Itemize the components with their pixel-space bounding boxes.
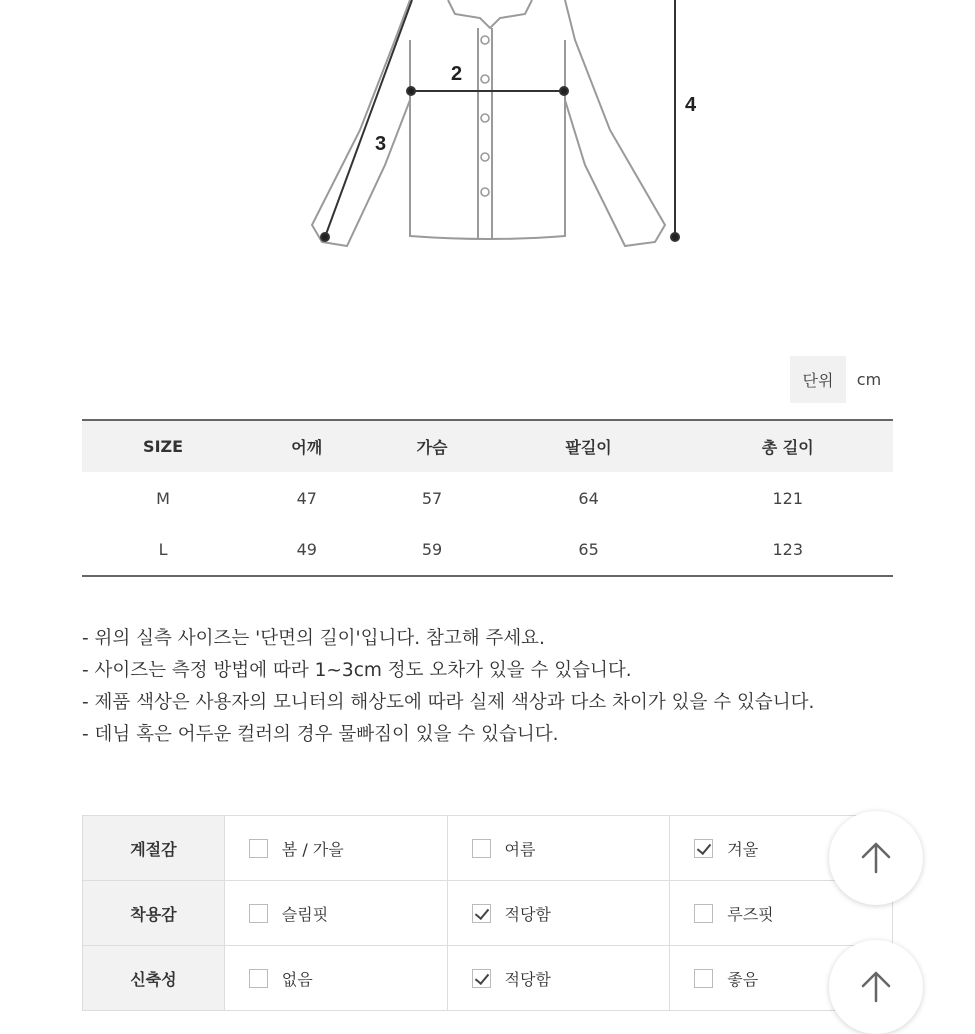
- cell-size: L: [82, 524, 244, 576]
- checkbox-icon: [694, 904, 713, 923]
- size-table-header: [82, 420, 893, 472]
- feel-option: [224, 881, 447, 946]
- checked-checkbox-icon: [694, 839, 713, 858]
- cell-chest: 57: [421, 488, 443, 508]
- unit-label: 단위: [790, 356, 846, 403]
- size-table: [82, 419, 893, 577]
- checked-checkbox-icon: [472, 904, 491, 923]
- note-line: - 제품 색상은 사용자의 모니터의 해상도에 따라 실제 색상과 다소 차이가 있을 수 있습니다.: [82, 692, 815, 713]
- cell-total-length: 123: [683, 524, 894, 576]
- unit-indicator: [790, 356, 892, 403]
- feel-option: [224, 816, 447, 881]
- checkbox-icon: [472, 839, 491, 858]
- feel-option-label: 적당함: [504, 904, 551, 924]
- feel-row-label: 신축성: [83, 946, 225, 1011]
- header-total-length: 총 길이: [761, 438, 814, 457]
- measure-label-2: 2: [451, 63, 463, 85]
- cell-size: M: [156, 488, 170, 508]
- cell-shoulder: 49: [244, 524, 369, 576]
- feel-option-label: 여름: [504, 839, 536, 859]
- feel-option-label: 봄 / 가을: [281, 839, 344, 859]
- checkbox-icon: [249, 969, 268, 988]
- header-chest: 가슴: [416, 438, 448, 457]
- checkbox-icon: [249, 904, 268, 923]
- feel-row-label: 착용감: [83, 881, 225, 946]
- note-line: - 데님 혹은 어두운 컬러의 경우 물빠짐이 있을 수 있습니다.: [82, 724, 559, 745]
- measure-label-4: 4: [685, 94, 697, 116]
- feel-option: [224, 946, 447, 1011]
- header-size: SIZE: [143, 437, 184, 456]
- arrow-up-icon: [858, 840, 894, 876]
- note-line: - 사이즈는 측정 방법에 따라 1~3cm 정도 오차가 있을 수 있습니다.: [82, 660, 632, 681]
- feel-row-label: 계절감: [83, 816, 225, 881]
- table-row: [82, 472, 893, 524]
- next-section-button[interactable]: [829, 940, 923, 1034]
- product-feel-table: [82, 815, 893, 1011]
- table-row: [83, 881, 893, 946]
- cell-sleeve: 64: [578, 488, 599, 508]
- table-row: [83, 946, 893, 1011]
- checkbox-icon: [249, 839, 268, 858]
- feel-option-label: 좋음: [727, 969, 759, 989]
- feel-option: [447, 946, 670, 1011]
- header-shoulder: 어깨: [291, 438, 323, 457]
- arrow-up-icon: [858, 969, 894, 1005]
- cell-shoulder: 47: [296, 488, 317, 508]
- feel-option-label: 없음: [281, 969, 313, 989]
- garment-measurement-diagram: [0, 0, 975, 300]
- table-row: [82, 524, 893, 576]
- feel-option-label: 겨울: [727, 839, 759, 859]
- note-line: - 위의 실측 사이즈는 '단면의 길이'입니다. 참고해 주세요.: [82, 628, 545, 649]
- unit-value: cm: [856, 370, 882, 389]
- checkbox-icon: [694, 969, 713, 988]
- cell-chest: 59: [369, 524, 494, 576]
- size-notes: [82, 623, 814, 751]
- feel-option: [447, 816, 670, 881]
- feel-option-label: 루즈핏: [727, 904, 774, 924]
- shirt-button-icon: [481, 36, 489, 44]
- header-sleeve: 팔길이: [565, 438, 612, 457]
- cell-total-length: 121: [772, 488, 804, 508]
- feel-option-label: 적당함: [504, 969, 551, 989]
- cell-sleeve: 65: [495, 524, 683, 576]
- measure-label-3: 3: [375, 133, 387, 155]
- scroll-top-button[interactable]: [829, 811, 923, 905]
- feel-option-label: 슬림핏: [281, 904, 329, 924]
- checked-checkbox-icon: [472, 969, 491, 988]
- feel-option: [447, 881, 670, 946]
- table-row: [83, 816, 893, 881]
